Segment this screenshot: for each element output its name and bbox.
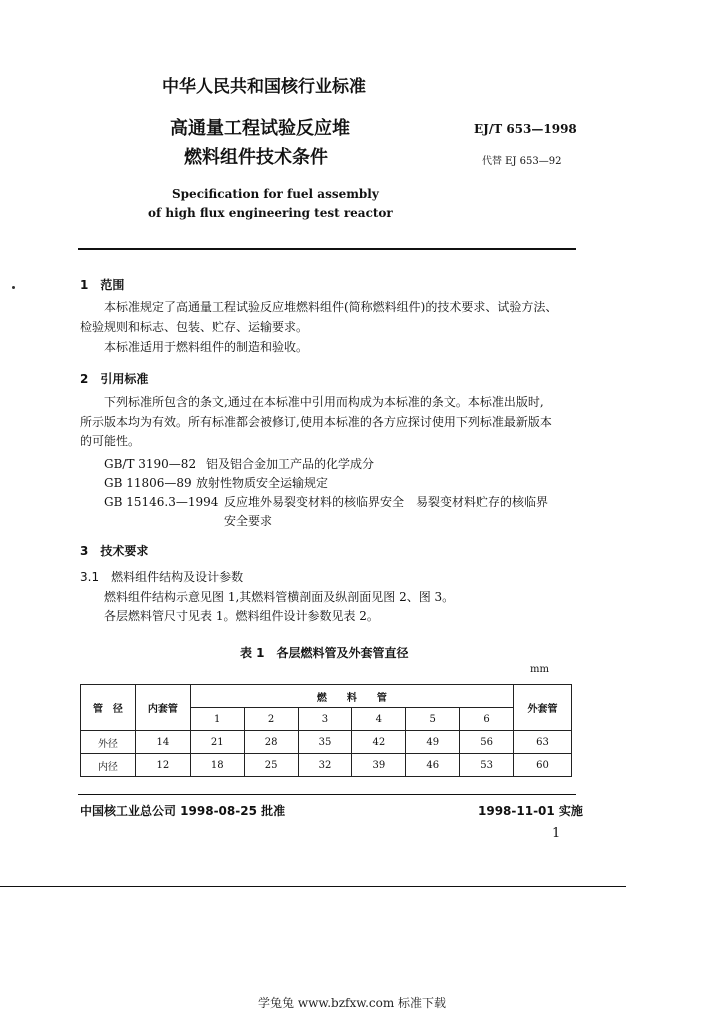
section-2-heading: 2 引用标准 — [80, 372, 149, 386]
section-3-heading: 3 技术要求 — [80, 544, 149, 558]
standard-number: EJ/T 653—1998 — [474, 122, 577, 136]
table-cell: 63 — [514, 731, 572, 754]
section-3-1-paragraph-line: 各层燃料管尺寸见表 1。燃料组件设计参数见表 2。 — [104, 609, 379, 623]
table-cell: 32 — [298, 754, 352, 777]
table-cell: 56 — [460, 731, 514, 754]
table-header-inner-tube: 内套管 — [135, 685, 190, 731]
table-cell: 18 — [190, 754, 244, 777]
table-col-header: 5 — [406, 708, 460, 731]
reference-code: GB 11806—89 — [104, 476, 192, 490]
table-col-header: 2 — [244, 708, 298, 731]
section-3-1-heading: 3.1 燃料组件结构及设计参数 — [80, 570, 244, 584]
table-header-outer-tube: 外套管 — [514, 685, 572, 731]
document-title-line1: 高通量工程试验反应堆 — [170, 118, 350, 139]
table-cell: 42 — [352, 731, 406, 754]
footer-rule — [78, 794, 576, 795]
table-cell: 49 — [406, 731, 460, 754]
table-row — [81, 731, 572, 754]
header-rule — [78, 248, 576, 250]
section-2-paragraph-line: 所示版本均为有效。所有标准都会被修订,使用本标准的各方应探讨使用下列标准最新版本 — [80, 415, 552, 429]
document-title-line2: 燃料组件技术条件 — [184, 147, 328, 168]
reference-title-continued: 安全要求 — [224, 514, 273, 528]
table-cell: 28 — [244, 731, 298, 754]
table-header-fuel-tube: 燃 料 管 — [190, 685, 513, 708]
table-col-header: 6 — [460, 708, 514, 731]
table-cell: 46 — [406, 754, 460, 777]
page-bottom-rule — [0, 886, 626, 887]
section-1-paragraph-line: 本标准适用于燃料组件的制造和验收。 — [104, 340, 309, 354]
table-cell: 39 — [352, 754, 406, 777]
english-title-line2: of high flux engineering test reactor — [148, 206, 393, 220]
replaces-standard: 代替 EJ 653—92 — [482, 156, 562, 167]
section-1-paragraph-line: 检验规则和标志、包装、贮存、运输要求。 — [80, 320, 309, 334]
reference-code: GB 15146.3—1994 — [104, 495, 219, 509]
approval-statement: 中国核工业总公司 1998-08-25 批准 — [80, 804, 286, 818]
section-3-1-paragraph-line: 燃料组件结构示意见图 1,其燃料管横剖面及纵剖面见图 2、图 3。 — [104, 590, 455, 604]
reference-title: 放射性物质安全运输规定 — [196, 476, 329, 490]
table-cell: 12 — [135, 754, 190, 777]
table-cell: 60 — [514, 754, 572, 777]
table-col-header: 1 — [190, 708, 244, 731]
table-header-pipe: 管 径 — [81, 685, 136, 731]
table-col-header: 3 — [298, 708, 352, 731]
table-col-header: 4 — [352, 708, 406, 731]
table-row-label: 内径 — [81, 754, 136, 777]
reference-title: 反应堆外易裂变材料的核临界安全 易裂变材料贮存的核临界 — [224, 495, 549, 509]
section-1-paragraph-line: 本标准规定了高通量工程试验反应堆燃料组件(简称燃料组件)的技术要求、试验方法、 — [104, 300, 558, 314]
section-2-paragraph-line: 的可能性。 — [80, 434, 141, 448]
table-1-unit: mm — [530, 664, 549, 675]
table-cell: 14 — [135, 731, 190, 754]
page-number: 1 — [552, 826, 561, 841]
table-cell: 25 — [244, 754, 298, 777]
table-row — [81, 754, 572, 777]
table-1-caption: 表 1 各层燃料管及外套管直径 — [240, 646, 409, 660]
reference-title: 铝及铝合金加工产品的化学成分 — [206, 457, 375, 471]
section-1-heading: 1 范围 — [80, 278, 125, 292]
table-row-label: 外径 — [81, 731, 136, 754]
standard-category: 中华人民共和国核行业标准 — [162, 77, 366, 97]
scan-speck — [12, 286, 15, 289]
table-cell: 53 — [460, 754, 514, 777]
table-cell: 21 — [190, 731, 244, 754]
section-2-paragraph-line: 下列标准所包含的条文,通过在本标准中引用而构成为本标准的条文。本标准出版时, — [104, 395, 544, 409]
reference-code: GB/T 3190—82 — [104, 457, 197, 471]
watermark-text: 学兔兔 www.bzfxw.com 标准下载 — [258, 996, 447, 1010]
english-title-line1: Specification for fuel assembly — [172, 187, 379, 201]
effective-date: 1998-11-01 实施 — [478, 804, 583, 818]
table-1 — [80, 684, 572, 777]
table-cell: 35 — [298, 731, 352, 754]
